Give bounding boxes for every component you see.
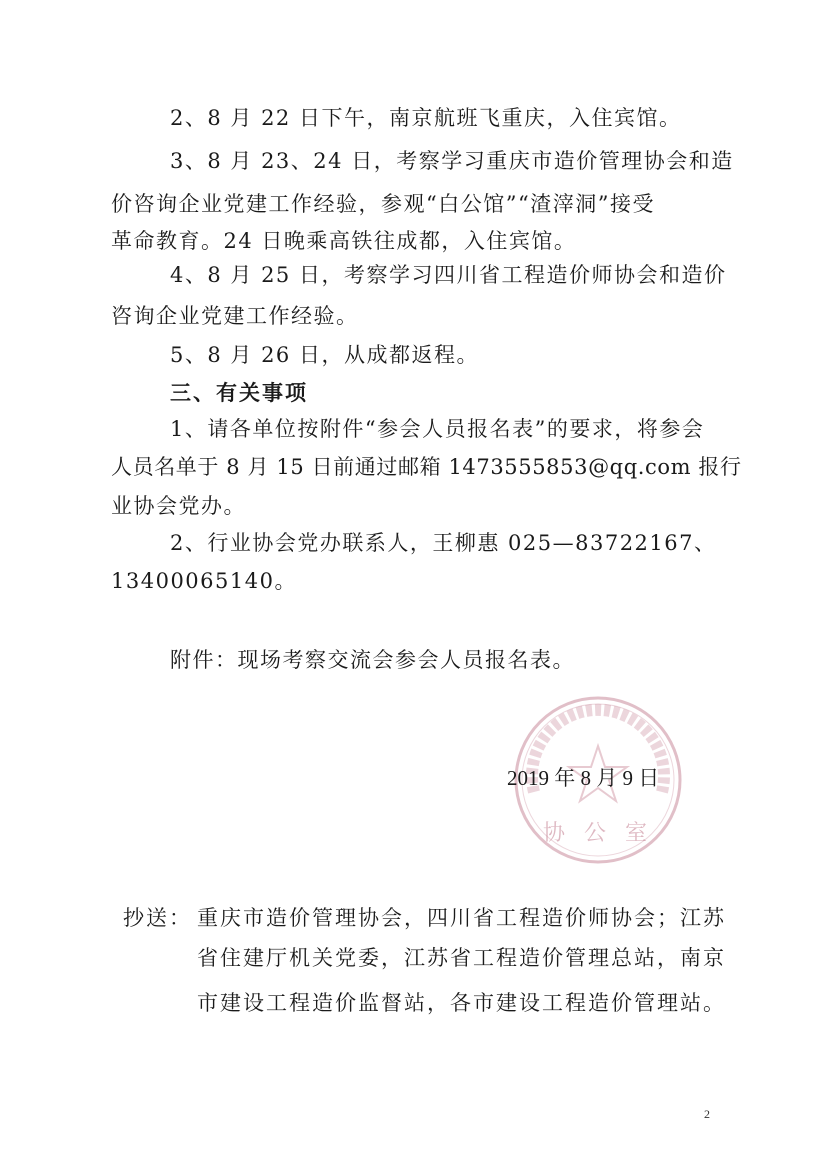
schedule-item-3-line-2: 价咨询企业党建工作经验，参观“白公馆”“渣滓洞”接受 — [111, 192, 655, 216]
schedule-item-4-line-1: 4、8 月 25 日，考察学习四川省工程造价师协会和造价 — [170, 263, 727, 287]
requirement-1-line-3: 业协会党办。 — [111, 494, 246, 518]
requirement-2-line-2: 13400065140。 — [111, 569, 297, 593]
requirement-2-line-1: 2、行业协会党办联系人，王柳惠 025—83722167、 — [170, 531, 717, 555]
cc-line-3: 市建设工程造价监督站，各市建设工程造价管理站。 — [197, 991, 726, 1015]
schedule-item-3-line-1: 3、8 月 23、24 日，考察学习重庆市造价管理协会和造 — [170, 149, 734, 173]
cc-line-1: 重庆市造价管理协会，四川省工程造价师协会；江苏 — [197, 906, 726, 930]
schedule-item-3-line-3: 革命教育。24 日晚乘高铁往成都，入住宾馆。 — [111, 229, 577, 253]
document-date: 2019 年 8 月 9 日 — [507, 766, 660, 790]
cc-label: 抄送： — [123, 906, 192, 930]
cc-line-2: 省住建厅机关党委，江苏省工程造价管理总站，南京 — [197, 946, 726, 970]
page-number: 2 — [704, 1107, 710, 1121]
attachment-note: 附件：现场考察交流会参会人员报名表。 — [170, 648, 575, 672]
schedule-item-2: 2、8 月 22 日下午，南京航班飞重庆，入住宾馆。 — [170, 106, 682, 130]
requirement-1-line-2: 人员名单于 8 月 15 日前通过邮箱 1473555853@qq.com 报行 — [111, 455, 742, 479]
requirement-1-line-1: 1、请各单位按附件“参会人员报名表”的要求，将参会 — [170, 417, 705, 441]
svg-text:协 公 室: 协 公 室 — [543, 821, 653, 846]
schedule-item-4-line-2: 咨询企业党建工作经验。 — [111, 304, 359, 328]
section-heading-matters: 三、有关事项 — [170, 381, 308, 405]
schedule-item-5: 5、8 月 26 日，从成都返程。 — [170, 343, 479, 367]
